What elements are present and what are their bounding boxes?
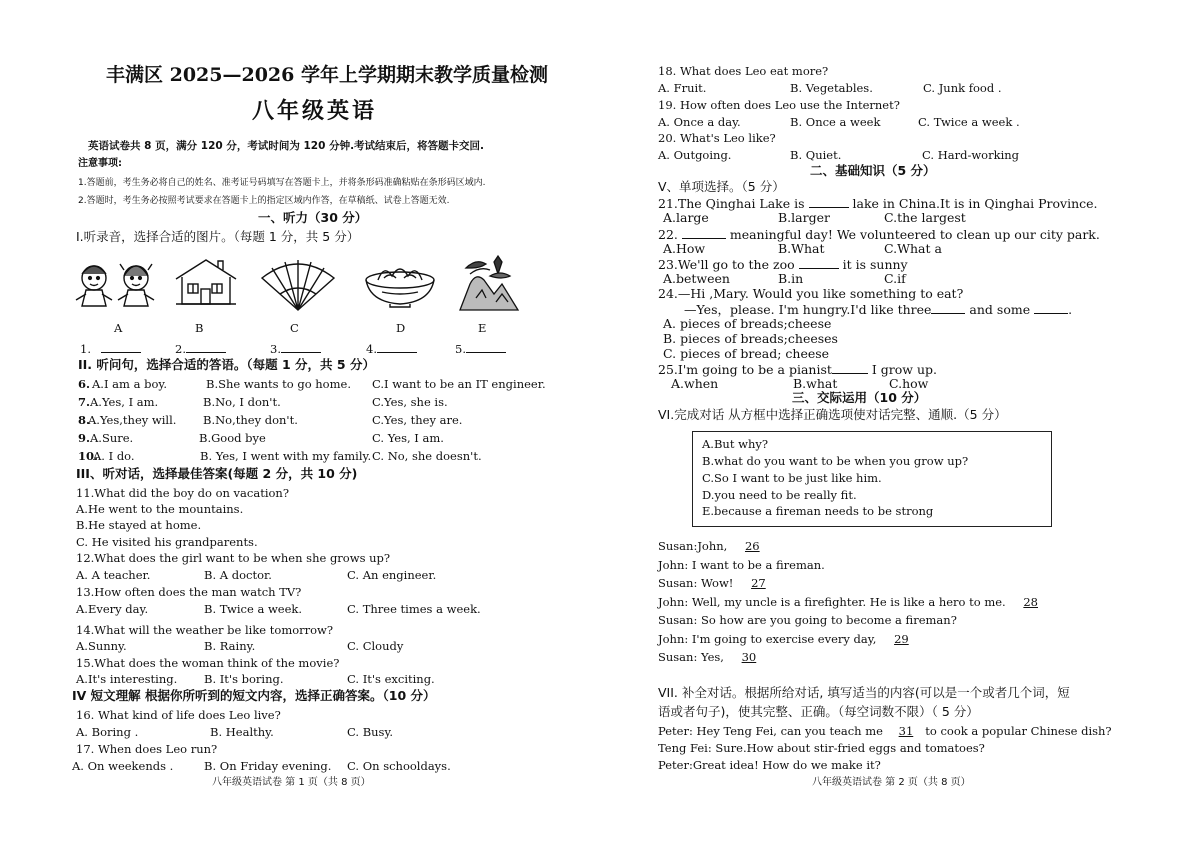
option-c: C. Yes, I am. — [372, 431, 444, 445]
answer-blank[interactable]: 30 — [741, 650, 757, 664]
question-24: 24.—Hi ,Mary. Would you like something to eat? — [658, 286, 964, 301]
answer-blank[interactable] — [799, 257, 839, 269]
house-icon — [172, 257, 240, 307]
answer-blank[interactable] — [186, 341, 226, 353]
exam-title: 丰满区 2025—2026 学年上学期期末教学质量检测 — [106, 64, 548, 86]
answer-3: 3. — [270, 341, 321, 356]
part3-title: III、听对话，选择最佳答案(每题 2 分，共 10 分) — [76, 466, 358, 481]
answer-blank[interactable] — [931, 302, 965, 314]
question-20: 20. What's Leo like? — [658, 131, 776, 145]
noodle-bowl-icon — [360, 258, 440, 308]
exam-subject: 八年级英语 — [252, 99, 378, 124]
question-12-option-b: B. A doctor. — [204, 568, 272, 582]
box-option: E.because a fireman needs to be strong — [702, 504, 934, 518]
option-a: A.Yes, I am. — [90, 395, 159, 409]
question-11: 11.What did the boy do on vacation? — [76, 486, 290, 500]
question-15-option-a: A.It's interesting. — [76, 672, 178, 686]
question-22-option-b: B.What — [778, 241, 825, 256]
section1-title: 一、听力（30 分） — [258, 210, 368, 225]
question-21: 21.The Qinghai Lake is lake in China.It is in Qinghai Province. — [658, 196, 1098, 211]
question-11-option-c: C. He visited his grandparents. — [76, 535, 258, 549]
part5-title: V、单项选择。（5 分） — [658, 179, 785, 194]
picture-d — [360, 258, 440, 312]
option-c: C. No, she doesn't. — [372, 449, 482, 463]
answer-blank[interactable] — [101, 341, 141, 353]
question-16-option-b: B. Healthy. — [210, 725, 274, 739]
question-24-option-a: A. pieces of breads;cheese — [663, 316, 832, 331]
exam-intro: 英语试卷共 8 页，满分 120 分，考试时间为 120 分钟.考试结束后，将答题卡交回. — [88, 140, 485, 152]
option-b: B.No,they don't. — [203, 413, 298, 427]
answer-blank[interactable] — [466, 341, 506, 353]
question-21-option-c: C.the largest — [884, 210, 966, 225]
option-c: C.Yes, she is. — [372, 395, 448, 409]
question-18: 18. What does Leo eat more? — [658, 64, 829, 78]
dialog-line: Susan: Yes, 30 — [658, 650, 770, 664]
part7-title-line2: 语或者句子)，使其完整、正确。（每空词数不限）（ 5 分） — [658, 704, 979, 719]
question-number: 8. — [78, 413, 91, 427]
option-c: C.I want to be an IT engineer. — [372, 377, 546, 391]
question-17-option-c: C. On schooldays. — [347, 759, 451, 773]
picture-c — [258, 256, 338, 318]
question-13: 13.How often does the man watch TV? — [76, 585, 302, 599]
notice-2: 2.答题时，考生务必按照考试要求在答题卡上的指定区域内作答，在草稿纸、试卷上答题无效. — [78, 196, 450, 206]
question-16-option-c: C. Busy. — [347, 725, 394, 739]
question-number: 7. — [78, 395, 91, 409]
option-a: A.I am a boy. — [92, 377, 167, 391]
question-14-option-c: C. Cloudy — [347, 639, 404, 653]
question-14: 14.What will the weather be like tomorrow? — [76, 623, 334, 637]
page-footer: 八年级英语试卷 第 2 页（共 8 页） — [812, 777, 971, 788]
option-b: B.Good bye — [199, 431, 266, 445]
dialog-line: Peter:Great idea! How do we make it? — [658, 758, 881, 772]
dialog-line: Susan: So how are you going to become a fireman? — [658, 613, 957, 627]
dialog-line: John: I want to be a fireman. — [658, 558, 825, 572]
part4-title: IV 短文理解 根据你所听到的短文内容，选择正确答案。（10 分） — [72, 688, 436, 703]
picture-letter-b: B — [195, 321, 204, 335]
answer-blank[interactable] — [377, 341, 417, 353]
option-c: C.Yes, they are. — [372, 413, 463, 427]
question-number: 10. — [78, 449, 99, 463]
option-b: B. Yes, I went with my family. — [200, 449, 372, 463]
answer-5: 5. — [455, 341, 506, 356]
option-a: A.Sure. — [90, 431, 134, 445]
box-option: D.you need to be really fit. — [702, 488, 857, 502]
question-12-option-a: A. A teacher. — [76, 568, 151, 582]
children-icon — [74, 256, 158, 312]
picture-a — [74, 256, 158, 316]
question-23-option-a: A.between — [663, 271, 730, 286]
answer-2: 2. — [175, 341, 226, 356]
dialog-line: Susan: Wow! 27 — [658, 576, 780, 590]
question-20-option-a: A. Outgoing. — [658, 148, 732, 162]
question-number: 6. — [78, 377, 91, 391]
question-22: 22. meaningful day! We volunteered to clean up our city park. — [658, 227, 1100, 242]
answer-1: 1. — [80, 341, 141, 356]
answer-blank[interactable] — [832, 362, 868, 374]
dialog-line: Teng Fei: Sure.How about stir-fried eggs and tomatoes? — [658, 741, 985, 755]
question-19-option-a: A. Once a day. — [658, 115, 741, 129]
question-number: 9. — [78, 431, 91, 445]
box-option: A.But why? — [702, 437, 769, 451]
question-23-option-c: C.if — [884, 271, 906, 286]
question-13-option-c: C. Three times a week. — [347, 602, 481, 616]
answer-blank[interactable]: 27 — [751, 576, 766, 590]
notice-1: 1.答题前，考生务必将自己的姓名、准考证号码填写在答题卡上，并将条形码准确粘贴在条形码区域内. — [78, 178, 486, 188]
question-23: 23.We'll go to the zoo it is sunny — [658, 257, 908, 272]
question-18-option-c: C. Junk food . — [923, 81, 1002, 95]
question-25-option-b: B.what — [793, 376, 838, 391]
question-16: 16. What kind of life does Leo live? — [76, 708, 281, 722]
part6-title: VI.完成对话 从方框中选择正确选项使对话完整、通顺.（5 分） — [658, 407, 1007, 422]
answer-blank[interactable] — [682, 227, 726, 239]
picture-b — [172, 257, 240, 311]
question-18-option-b: B. Vegetables. — [790, 81, 873, 95]
question-15-option-b: B. It's boring. — [204, 672, 284, 686]
fan-icon — [258, 256, 338, 314]
answer-blank[interactable]: 31 — [898, 724, 914, 738]
section2-title: 二、基础知识（5 分） — [810, 163, 936, 178]
question-17-option-a: A. On weekends . — [72, 759, 174, 773]
question-19-option-b: B. Once a week — [790, 115, 881, 129]
question-22-option-a: A.How — [663, 241, 706, 256]
question-25-option-a: A.when — [671, 376, 719, 391]
option-b: B.She wants to go home. — [206, 377, 351, 391]
picture-letter-c: C — [290, 321, 299, 335]
dialog-line: John: I'm going to exercise every day, 29 — [658, 632, 923, 646]
question-11-option-b: B.He stayed at home. — [76, 518, 202, 532]
dialog-line: Peter: Hey Teng Fei, can you teach me 31 to cook a popular Chinese dish? — [658, 724, 1112, 738]
box-option: B.what do you want to be when you grow up? — [702, 454, 969, 468]
option-box — [692, 431, 1052, 527]
question-24-option-b: B. pieces of breads;cheeses — [663, 331, 838, 346]
question-21-option-b: B.larger — [778, 210, 830, 225]
option-a: A. I do. — [93, 449, 135, 463]
question-16-option-a: A. Boring . — [76, 725, 139, 739]
question-13-option-a: A.Every day. — [76, 602, 149, 616]
dialog-line: Susan:John, 26 — [658, 539, 774, 553]
picture-letter-d: D — [396, 321, 406, 335]
answer-blank[interactable] — [1034, 302, 1068, 314]
question-11-option-a: A.He went to the mountains. — [76, 502, 244, 516]
question-20-option-b: B. Quiet. — [790, 148, 842, 162]
question-25-option-c: C.how — [889, 376, 929, 391]
part1-title: I.听录音，选择合适的图片。（每题 1 分，共 5 分） — [76, 229, 360, 244]
dialog-line: John: Well, my uncle is a firefighter. He is like a hero to me. 28 — [658, 595, 1052, 609]
question-23-option-b: B.in — [778, 271, 804, 286]
question-12-option-c: C. An engineer. — [347, 568, 437, 582]
part7-title-line1: VII. 补全对话。根据所给对话, 填写适当的内容(可以是一个或者几个词，短 — [658, 685, 1070, 700]
answer-blank[interactable]: 28 — [1023, 595, 1038, 609]
question-12: 12.What does the girl want to be when she grows up? — [76, 551, 391, 565]
question-22-option-c: C.What a — [884, 241, 942, 256]
right-page — [600, 0, 1200, 849]
picture-letter-e: E — [478, 321, 487, 335]
question-17: 17. When does Leo run? — [76, 742, 218, 756]
answer-blank[interactable]: 29 — [894, 632, 909, 646]
landscape-painting-icon — [456, 254, 520, 312]
question-25: 25.I'm going to be a pianist I grow up. — [658, 362, 937, 377]
question-24-option-c: C. pieces of bread; cheese — [663, 346, 830, 361]
question-21-option-a: A.large — [663, 210, 709, 225]
box-option: C.So I want to be just like him. — [702, 471, 882, 485]
option-b: B.No, I don't. — [203, 395, 281, 409]
page-footer: 八年级英语试卷 第 1 页（共 8 页） — [212, 777, 371, 788]
question-15-option-c: C. It's exciting. — [347, 672, 435, 686]
section3-title: 三、交际运用（10 分） — [792, 390, 927, 405]
question-18-option-a: A. Fruit. — [658, 81, 707, 95]
part2-title: II. 听问句，选择合适的答语。（每题 1 分，共 5 分） — [78, 357, 375, 372]
answer-4: 4. — [366, 341, 417, 356]
question-19: 19. How often does Leo use the Internet? — [658, 98, 900, 112]
answer-blank[interactable] — [809, 196, 849, 208]
question-17-option-b: B. On Friday evening. — [204, 759, 332, 773]
question-24-line2: —Yes，please. I'm hungry.I'd like three and some . — [684, 302, 1073, 317]
question-19-option-c: C. Twice a week . — [918, 115, 1020, 129]
question-20-option-c: C. Hard-working — [922, 148, 1020, 162]
picture-e — [456, 254, 520, 316]
question-15: 15.What does the woman think of the movie? — [76, 656, 340, 670]
notice-title: 注意事项: — [78, 158, 122, 169]
picture-letter-a: A — [114, 321, 123, 335]
answer-blank[interactable] — [281, 341, 321, 353]
question-14-option-b: B. Rainy. — [204, 639, 256, 653]
question-14-option-a: A.Sunny. — [76, 639, 127, 653]
option-a: A.Yes,they will. — [88, 413, 177, 427]
question-13-option-b: B. Twice a week. — [204, 602, 303, 616]
answer-blank[interactable]: 26 — [744, 539, 760, 553]
